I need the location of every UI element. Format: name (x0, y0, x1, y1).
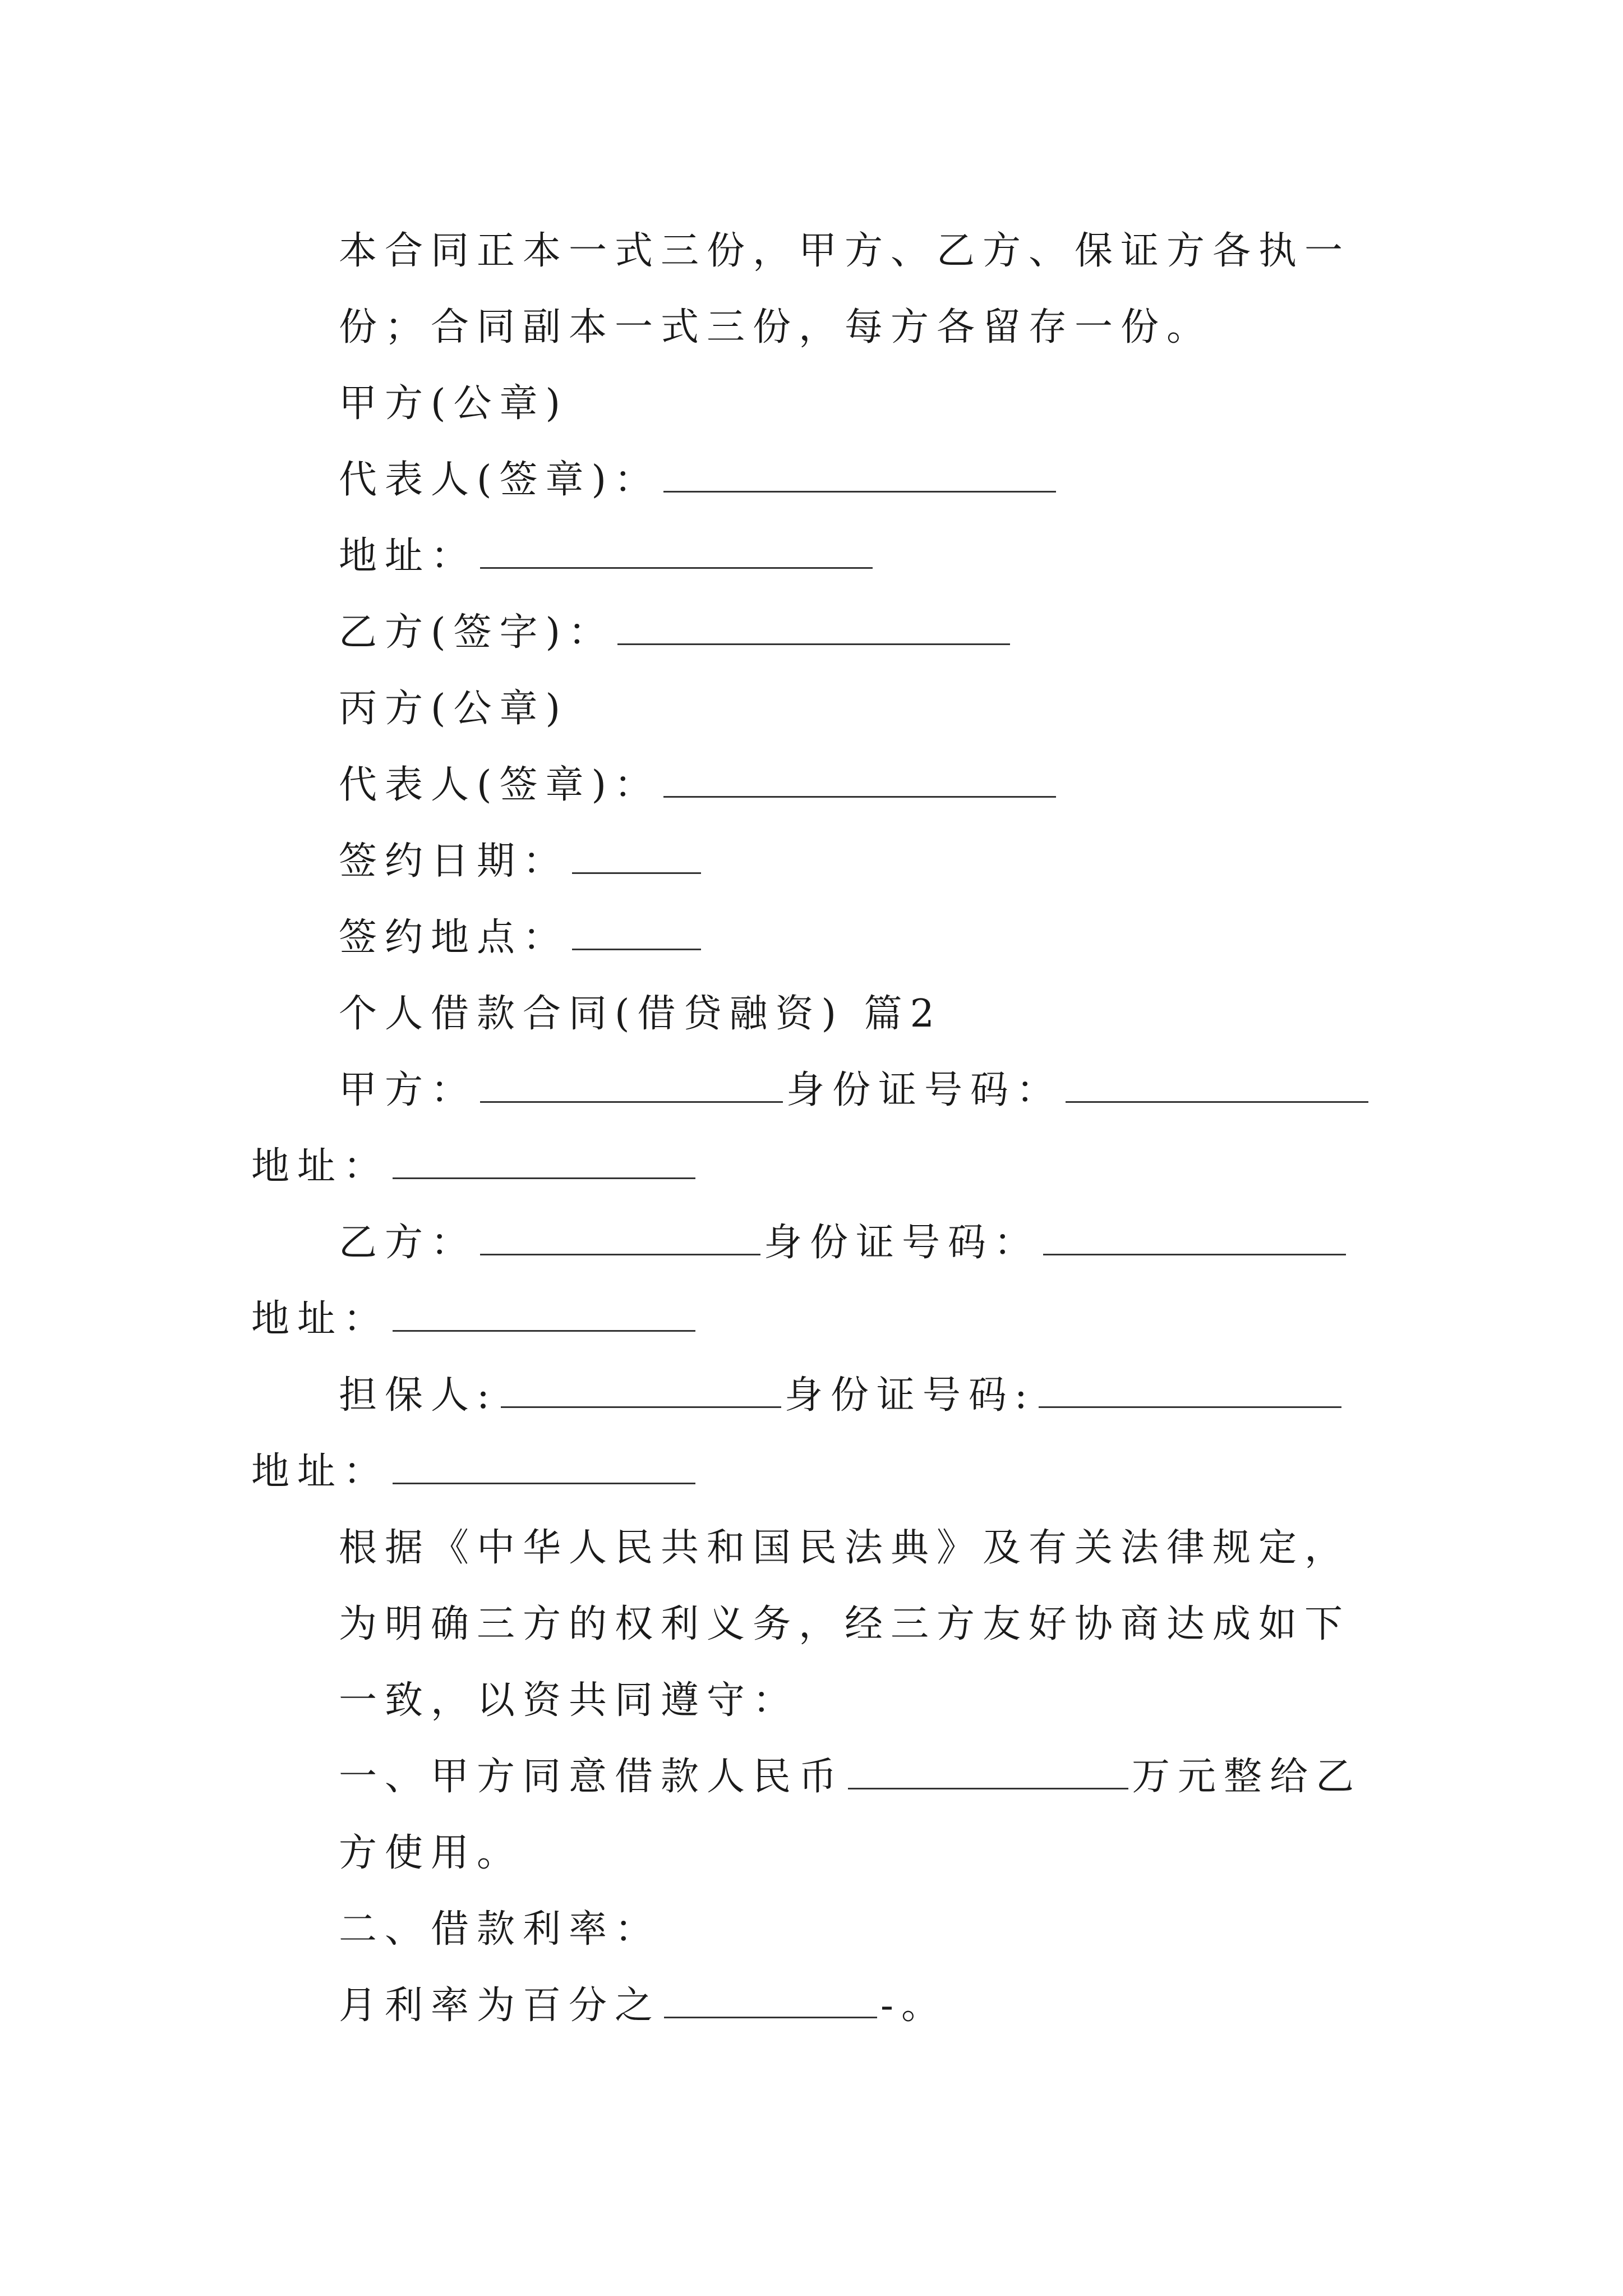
sign-place-line (251, 900, 1378, 976)
party-a-representative-label: 代表人(签章)： (339, 458, 661, 502)
party-a-address-blank[interactable] (480, 536, 873, 569)
guarantor-id-blank[interactable] (1039, 1375, 1341, 1408)
party-c-representative-line (251, 747, 1378, 823)
borrower-id-blank[interactable] (1043, 1222, 1346, 1255)
lender-id-blank[interactable] (1066, 1070, 1368, 1103)
borrower-name-blank[interactable] (480, 1222, 760, 1255)
borrower-label: 乙方： (339, 1221, 477, 1265)
lender-name-blank[interactable] (480, 1070, 783, 1103)
lender-address-line (251, 1129, 1378, 1205)
guarantor-address-blank[interactable] (393, 1451, 695, 1484)
party-c-seal-line: 丙方(公章) (339, 687, 569, 731)
monthly-rate-suffix: -。 (880, 1984, 947, 2028)
party-c-representative-blank[interactable] (663, 765, 1056, 798)
sign-place-blank[interactable] (572, 917, 701, 950)
clause-1-paragraph (251, 1739, 1378, 1892)
loan-amount-blank[interactable] (848, 1756, 1128, 1789)
sign-date-label: 签约日期： (339, 839, 569, 884)
borrower-address-blank[interactable] (393, 1299, 695, 1332)
sign-place-label: 签约地点： (339, 915, 569, 960)
party-b-signature-line (251, 595, 1378, 671)
party-a-seal-line: 甲方(公章) (339, 381, 569, 426)
guarantor-address-line (251, 1434, 1378, 1510)
sign-date-blank[interactable] (572, 841, 701, 874)
party-a-representative-blank[interactable] (663, 459, 1056, 493)
lender-id-label: 身份证号码： (786, 1068, 1063, 1112)
guarantor-label: 担保人: (339, 1373, 497, 1418)
borrower-address-label: 地址： (251, 1297, 390, 1341)
legal-basis-paragraph: 根据《中华人民共和国民法典》及有关法律规定，为明确三方的权利义务，经三方友好协商达成如下一致，以资共同遵守： (339, 1526, 1351, 1723)
clause-2-title: 二、借款利率： (339, 1907, 661, 1952)
lender-address-label: 地址： (251, 1144, 390, 1189)
lender-address-blank[interactable] (393, 1146, 695, 1179)
party-a-address-label: 地址： (339, 534, 477, 578)
guarantor-line (251, 1358, 1378, 1434)
borrower-address-line (251, 1281, 1378, 1358)
borrower-line (251, 1205, 1378, 1281)
lender-label: 甲方： (339, 1068, 477, 1112)
sign-date-line (251, 823, 1378, 900)
copies-paragraph: 本合同正本一式三份，甲方、乙方、保证方各执一份；合同副本一式三份，每方各留存一份。 (339, 229, 1351, 349)
lender-line (251, 1052, 1378, 1129)
clause-1-prefix: 一、甲方同意借款人民币 (339, 1755, 845, 1799)
monthly-rate-prefix: 月利率为百分之 (339, 1984, 661, 2028)
guarantor-id-label: 身份证号码: (784, 1373, 1035, 1418)
party-a-representative-line (251, 442, 1378, 518)
document-body (251, 213, 1378, 2044)
monthly-rate-line (251, 1968, 1378, 2044)
party-c-representative-label: 代表人(签章)： (339, 763, 661, 807)
guarantor-name-blank[interactable] (501, 1375, 781, 1408)
party-a-address-line (251, 518, 1378, 595)
section-title: 个人借款合同(借贷融资) 篇2 (339, 992, 942, 1036)
guarantor-address-label: 地址： (251, 1450, 390, 1494)
party-b-signature-blank[interactable] (617, 612, 1010, 645)
party-b-signature-label: 乙方(签字)： (339, 610, 615, 655)
clause-1-suffix: 万元整给乙方使用。 (339, 1755, 1362, 1875)
monthly-rate-blank[interactable] (664, 1985, 877, 2018)
borrower-id-label: 身份证号码： (764, 1221, 1040, 1265)
